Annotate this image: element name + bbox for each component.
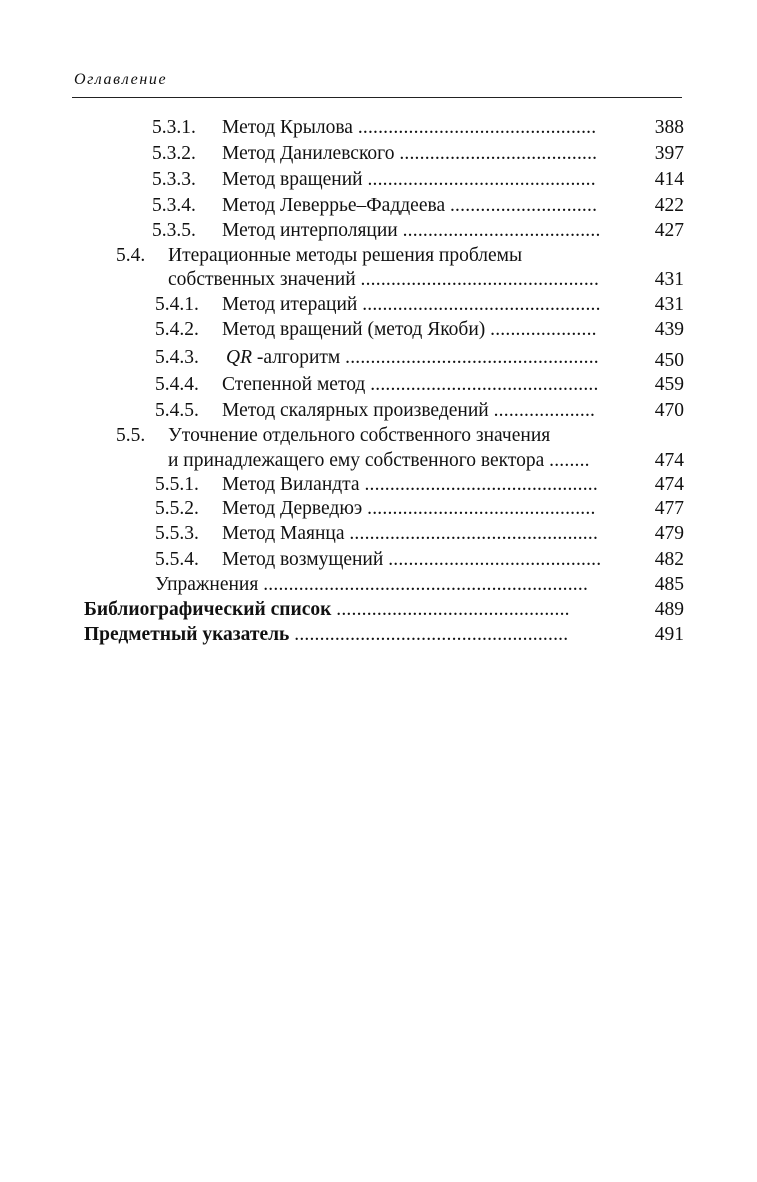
toc-entry-number: 5.5. — [116, 425, 146, 446]
toc-entry-title: Метод Данилевского ....................................... — [222, 143, 598, 164]
toc-entry-number: 5.3.5. — [152, 220, 196, 241]
toc-entry-number: 5.5.3. — [155, 523, 199, 544]
toc-entry-page: 422 — [654, 195, 684, 216]
toc-entry-title: Метод Маянца ................................................. — [222, 523, 599, 544]
toc-entry-number: 5.5.2. — [155, 498, 199, 519]
toc-entry-number: 5.4.4. — [155, 374, 199, 395]
toc-entry-page: 491 — [654, 624, 684, 645]
toc-entry-page: 477 — [654, 498, 684, 519]
toc-entry-title: Степенной метод ............................................. — [222, 374, 599, 395]
toc-entry-title: Метод вращений (метод Якоби) ..................... — [222, 319, 597, 340]
toc-entry-page: 439 — [654, 319, 684, 340]
toc-entry-number: 5.4.1. — [155, 294, 199, 315]
toc-entry-number: 5.4.2. — [155, 319, 199, 340]
toc-entry-bibliography[interactable] — [0, 598, 757, 622]
qr-symbol: QR — [226, 347, 252, 368]
toc-entry-5-4-continued[interactable] — [0, 268, 757, 292]
toc-entry-5-5-continued[interactable] — [0, 449, 757, 473]
toc-entry-5-5[interactable] — [0, 424, 757, 448]
toc-entry-5-4[interactable] — [0, 244, 757, 268]
toc-entry-title: Уточнение отдельного собственного значения — [168, 425, 551, 446]
toc-entry-title: Метод интерполяции ....................................... — [222, 220, 601, 241]
toc-entry-page: 470 — [654, 400, 684, 421]
header-rule — [72, 97, 682, 98]
toc-entry-page: 474 — [654, 474, 684, 495]
toc-entry-5-5-4[interactable] — [0, 548, 757, 572]
toc-entry-page: 388 — [654, 117, 684, 138]
toc-entry-number: 5.3.1. — [152, 117, 196, 138]
toc-entry-5-3-3[interactable] — [0, 168, 757, 192]
toc-entry-subject-index[interactable] — [0, 623, 757, 647]
toc-entry-page: 414 — [654, 169, 684, 190]
toc-entry-number: 5.3.2. — [152, 143, 196, 164]
toc-entry-page: 459 — [654, 374, 684, 395]
toc-entry-title: Метод Виландта .............................................. — [222, 474, 598, 495]
toc-entry-title: Метод Крылова ............................................... — [222, 117, 597, 138]
toc-entry-title: и принадлежащего ему собственного вектора ........ — [168, 450, 590, 471]
toc-entry-number: 5.5.1. — [155, 474, 199, 495]
toc-entry-5-3-2[interactable] — [0, 142, 757, 166]
toc-entry-title: Упражнения ................................................................ — [155, 574, 589, 595]
toc-entry-title: собственных значений ............................................... — [168, 269, 600, 290]
toc-entry-page: 489 — [654, 599, 684, 620]
toc-entry-page: 482 — [654, 549, 684, 570]
toc-entry-5-4-4[interactable] — [0, 373, 757, 397]
toc-entry-5-5-2[interactable] — [0, 497, 757, 521]
toc-entry-title: Метод вращений ............................................. — [222, 169, 596, 190]
toc-entry-5-3-5[interactable] — [0, 219, 757, 243]
toc-entry-page: 474 — [654, 450, 684, 471]
toc-entry-5-5-3[interactable] — [0, 522, 757, 546]
toc-entry-number: 5.5.4. — [155, 549, 199, 570]
toc-entry-number: 5.4. — [116, 245, 146, 266]
toc-entry-5-4-3[interactable] — [0, 346, 757, 370]
toc-entry-title: Метод Леверрье–Фаддеева ............................. — [222, 195, 598, 216]
toc-entry-page: 450 — [654, 350, 684, 371]
toc-entry-page: 431 — [654, 269, 684, 290]
toc-entry-title: Предметный указатель ...................................................... — [84, 624, 569, 645]
toc-entry-title: Метод возмущений .......................................... — [222, 549, 602, 570]
toc-entry-title: QR -алгоритм .................................................. — [226, 347, 599, 368]
toc-entry-title: Итерационные методы решения проблемы — [168, 245, 523, 266]
toc-entry-title: Библиографический список .............................................. — [84, 599, 570, 620]
toc-entry-5-5-1[interactable] — [0, 473, 757, 497]
toc-entry-5-4-1[interactable] — [0, 293, 757, 317]
toc-entry-title: Метод Дерведюэ ............................................. — [222, 498, 596, 519]
toc-entry-5-3-4[interactable] — [0, 194, 757, 218]
toc-entry-page: 397 — [654, 143, 684, 164]
toc-entry-number: 5.4.5. — [155, 400, 199, 421]
toc-entry-5-4-2[interactable] — [0, 318, 757, 342]
toc-entry-page: 485 — [654, 574, 684, 595]
toc-entry-number: 5.3.3. — [152, 169, 196, 190]
toc-entry-number: 5.4.3. — [155, 347, 199, 368]
toc-entry-number: 5.3.4. — [152, 195, 196, 216]
running-head: Оглавление — [74, 71, 168, 88]
toc-entry-page: 431 — [654, 294, 684, 315]
toc-entry-title: Метод скалярных произведений .................... — [222, 400, 596, 421]
toc-entry-title: Метод итераций ............................................... — [222, 294, 601, 315]
toc-entry-5-4-5[interactable] — [0, 399, 757, 423]
toc-entry-exercises[interactable] — [0, 573, 757, 597]
toc-entry-page: 479 — [654, 523, 684, 544]
toc-entry-5-3-1[interactable] — [0, 116, 757, 140]
toc-entry-page: 427 — [654, 220, 684, 241]
